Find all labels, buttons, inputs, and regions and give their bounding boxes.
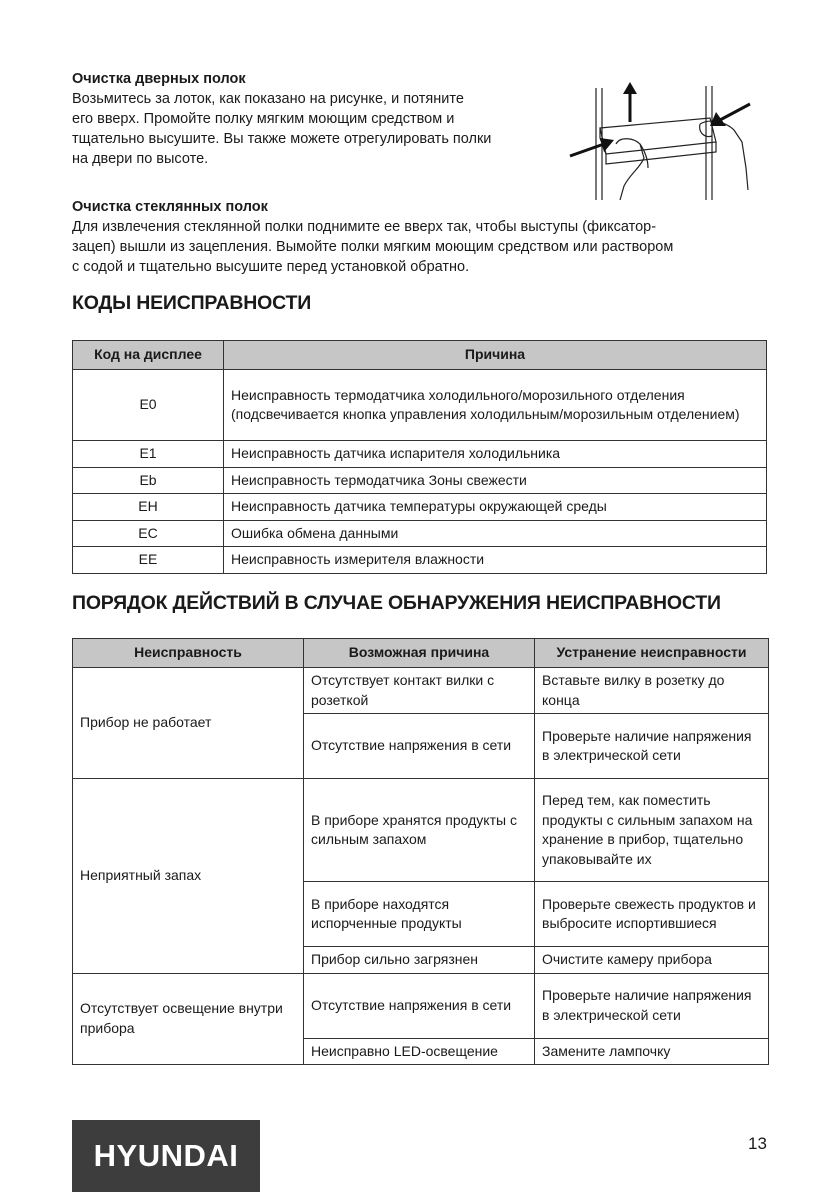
error-codes-table: [72, 340, 767, 574]
column-header-cause: Причина: [224, 341, 767, 370]
fix-cell: Вставьте вилку в розетку до конца: [535, 668, 769, 714]
fix-cell: Перед тем, как поместить продукты с сильным запахом на хранение в прибор, тщательно упаковывайте их: [535, 779, 769, 882]
text-line: Для извлечения стеклянной полки поднимите ее вверх так, чтобы выступы (фиксатор-: [72, 219, 657, 235]
cause-cell: В приборе хранятся продукты с сильным запахом: [304, 779, 535, 882]
table-row: [73, 441, 767, 468]
code-cell: E1: [73, 441, 224, 468]
code-cell: EH: [73, 494, 224, 521]
code-cell: EE: [73, 547, 224, 574]
text-line: Возьмитесь за лоток, как показано на рисунке, и потяните: [72, 91, 464, 107]
code-cell: E0: [73, 370, 224, 441]
table-row: [73, 494, 767, 521]
text-line: его вверх. Промойте полку мягким моющим средством и: [72, 111, 455, 127]
cause-cell: В приборе находятся испорченные продукты: [304, 882, 535, 947]
cause-cell: Отсутствие напряжения в сети: [304, 973, 535, 1038]
cause-cell: Неисправность измерителя влажности: [224, 547, 767, 574]
table-row: [73, 520, 767, 547]
page-number: 13: [748, 1134, 767, 1153]
column-header-cause: Возможная причина: [304, 639, 535, 668]
cause-cell: Ошибка обмена данными: [224, 520, 767, 547]
cause-cell: Неисправность термодатчика холодильного/морозильного отделения (подсвечивается кнопка управления холодильным/морозильным отделением): [224, 370, 767, 441]
error-codes-heading: КОДЫ НЕИСПРАВНОСТИ: [72, 292, 312, 314]
door-shelves-text: [72, 89, 562, 169]
cause-cell: Неисправность датчика температуры окружающей среды: [224, 494, 767, 521]
table-row: [73, 779, 769, 882]
problem-cell: Неприятный запах: [73, 779, 304, 974]
text-line: с содой и тщательно высушите перед установкой обратно.: [72, 259, 470, 275]
fix-cell: Проверьте свежесть продуктов и выбросите испортившиеся: [535, 882, 769, 947]
cause-cell: Неисправно LED-освещение: [304, 1038, 535, 1065]
cause-cell: Прибор сильно загрязнен: [304, 947, 535, 974]
door-shelves-section: [72, 69, 562, 169]
code-cell: EC: [73, 520, 224, 547]
fix-cell: Очистите камеру прибора: [535, 947, 769, 974]
fix-cell: Замените лампочку: [535, 1038, 769, 1065]
table-row: [73, 668, 769, 714]
text-line: зацеп) вышли из зацепления. Вымойте полки мягким моющим средством или раствором: [72, 239, 674, 255]
fix-cell: Проверьте наличие напряжения в электрической сети: [535, 714, 769, 779]
column-header-code: Код на дисплее: [73, 341, 224, 370]
cause-cell: Отсутствует контакт вилки с розеткой: [304, 668, 535, 714]
text-line: на двери по высоте.: [72, 151, 209, 167]
troubleshooting-heading: ПОРЯДОК ДЕЙСТВИЙ В СЛУЧАЕ ОБНАРУЖЕНИЯ НЕИСПРАВНОСТИ: [72, 592, 721, 614]
cause-cell: Неисправность датчика испарителя холодильника: [224, 441, 767, 468]
cause-cell: Отсутствие напряжения в сети: [304, 714, 535, 779]
cause-cell: Неисправность термодатчика Зоны свежести: [224, 467, 767, 494]
table-header-row: [73, 639, 769, 668]
fix-cell: Проверьте наличие напряжения в электрической сети: [535, 973, 769, 1038]
column-header-fix: Устранение неисправности: [535, 639, 769, 668]
table-row: [73, 547, 767, 574]
door-shelves-title: Очистка дверных полок: [72, 71, 246, 87]
glass-shelves-section: [72, 197, 772, 277]
problem-cell: Прибор не работает: [73, 668, 304, 779]
problem-cell: Отсутствует освещение внутри прибора: [73, 973, 304, 1065]
text-line: тщательно высушите. Вы также можете отрегулировать полки: [72, 131, 492, 147]
brand-logo: HYUNDAI: [72, 1120, 260, 1192]
troubleshooting-table: [72, 638, 769, 1065]
code-cell: Eb: [73, 467, 224, 494]
table-row: [73, 973, 769, 1038]
door-shelf-illustration: [560, 78, 760, 200]
glass-shelves-text: [72, 217, 772, 277]
glass-shelves-title: Очистка стеклянных полок: [72, 199, 268, 215]
table-header-row: [73, 341, 767, 370]
column-header-problem: Неисправность: [73, 639, 304, 668]
table-row: [73, 467, 767, 494]
table-row: [73, 370, 767, 441]
